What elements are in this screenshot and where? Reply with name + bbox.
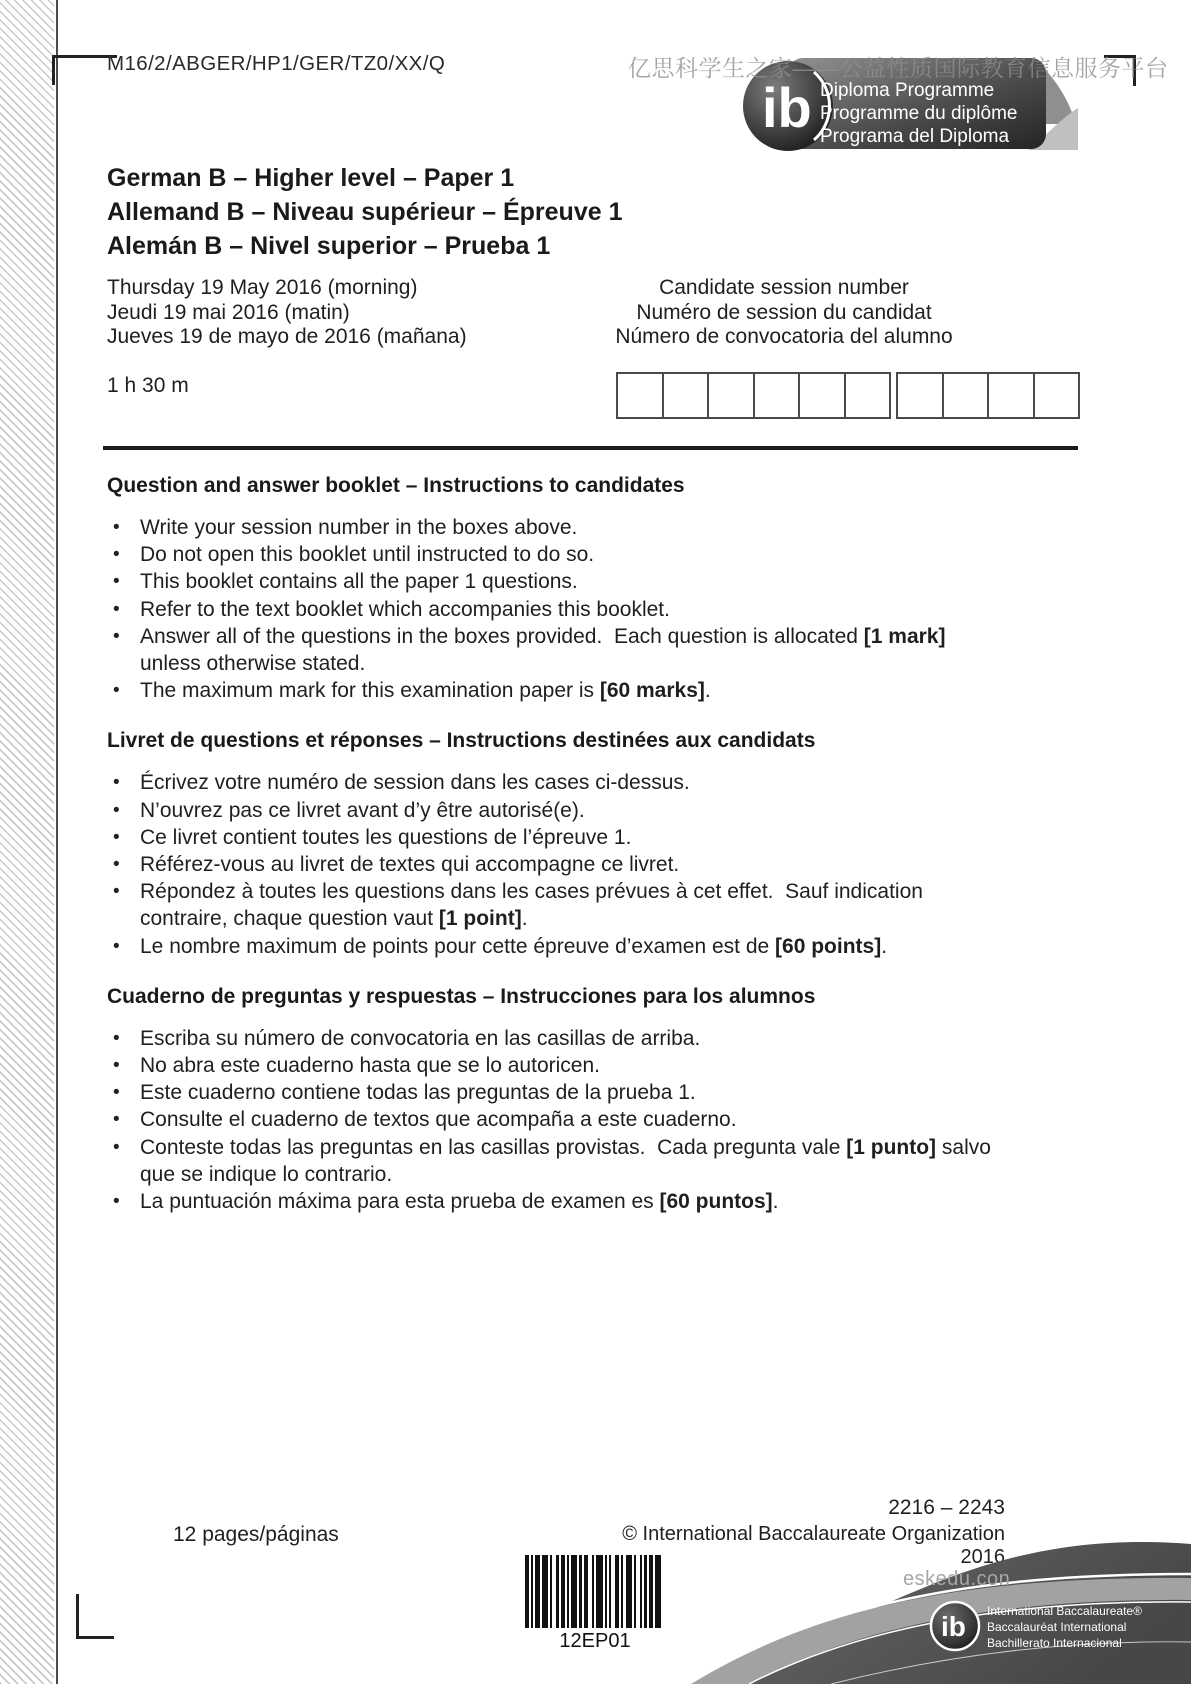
session-digit-box [755, 374, 801, 417]
instruction-bullet [107, 1106, 1012, 1133]
bullet-bold-text: [60 points] [775, 934, 882, 958]
scan-edge-pattern [0, 0, 54, 1684]
paper-title [107, 161, 622, 263]
paper-title-fr: Allemand B – Niveau supérieur – Épreuve 1 [107, 198, 623, 226]
exam-session-code: 2216 – 2243 [888, 1496, 1005, 1519]
instructions-area [107, 474, 1012, 1240]
instruction-bullet [107, 677, 1012, 704]
ib-footer-emblem-letters: ib [941, 1611, 966, 1642]
footer-logo-line-en: International Baccalaureate® [987, 1604, 1142, 1618]
logo-line-fr: Programme du diplôme [820, 103, 1018, 124]
session-digit-box [944, 374, 990, 417]
instruction-bullet [107, 1025, 1012, 1052]
ib-emblem-letters: ib [762, 76, 812, 139]
bullet-text: Escriba su número de convocatoria en las casillas de arriba. [140, 1026, 701, 1050]
instructions-heading-en: Question and answer booklet – Instructions to candidates [107, 474, 685, 497]
paper-title-es: Alemán B – Nivel superior – Prueba 1 [107, 232, 551, 260]
chinese-watermark-text: 亿思科学生之家——公益性质国际教育信息服务平台 [628, 55, 1169, 81]
paper-title-en: German B – Higher level – Paper 1 [107, 164, 515, 192]
copyright-notice: © International Baccalaureate Organization 2016 [622, 1523, 1005, 1568]
session-digit-box [846, 374, 890, 417]
logo-line-en: Diploma Programme [820, 80, 995, 101]
instruction-bullet [107, 797, 1012, 824]
barcode-label: 12EP01 [559, 1630, 631, 1652]
bullet-text: Este cuaderno contiene todas las preguntas de la prueba 1. [140, 1081, 696, 1105]
instruction-bullet [107, 824, 1012, 851]
instructions-list-es [107, 1025, 1012, 1215]
instructions-section-spanish [107, 985, 1012, 1215]
session-box-group-left [616, 372, 891, 419]
session-digit-box [1035, 374, 1079, 417]
instruction-bullet [107, 514, 1012, 541]
instruction-bullet [107, 1079, 1012, 1106]
bullet-text: salvo que se indique lo contrario. [140, 1135, 991, 1186]
bullet-text: Écrivez votre numéro de session dans les cases ci-dessus. [140, 771, 690, 795]
instructions-section-french [107, 729, 1012, 959]
bullet-text: No abra este cuaderno hasta que se lo autoricen. [140, 1054, 600, 1078]
bullet-text: This booklet contains all the paper 1 questions. [140, 570, 578, 594]
instruction-bullet [107, 769, 1012, 796]
ib-footer-swoosh-graphic [691, 1514, 1191, 1684]
session-digit-box [989, 374, 1035, 417]
candidate-session-number-boxes [616, 372, 1080, 419]
ib-footer-swoosh [691, 1514, 1191, 1684]
instruction-bullet [107, 933, 1012, 960]
instruction-bullet [107, 541, 1012, 568]
horizontal-rule [103, 446, 1078, 450]
instructions-list-en [107, 514, 1012, 704]
session-digit-box [618, 374, 664, 417]
bullet-text: Consulte el cuaderno de textos que acompaña a este cuaderno. [140, 1108, 737, 1132]
instructions-list-fr [107, 769, 1012, 959]
session-box-group-right [896, 372, 1080, 419]
bullet-text: Le nombre maximum de points pour cette épreuve d’examen est de [140, 934, 776, 958]
site-watermark-text: eskedu.con [903, 1568, 1011, 1590]
footer-logo-line-es: Bachillerato Internacional [987, 1636, 1122, 1650]
bullet-bold-text: [1 point] [438, 907, 522, 931]
instruction-bullet [107, 1052, 1012, 1079]
instructions-heading-fr: Livret de questions et réponses – Instructions destinées aux candidats [107, 729, 816, 753]
bullet-text: Write your session number in the boxes above. [140, 516, 578, 539]
barcode [525, 1555, 665, 1628]
instruction-bullet [107, 851, 1012, 878]
exam-date-fr: Jeudi 19 mai 2016 (matin) [107, 300, 350, 324]
bullet-text: Do not open this booklet until instructed to do so. [140, 543, 595, 567]
barcode-bar [655, 1555, 661, 1628]
bullet-text: Répondez à toutes les questions dans les cases prévues à cet effet. Sauf indication contraire, chaque question vaut [140, 880, 923, 931]
bullet-text: La puntuación máxima para esta prueba de examen es [140, 1190, 660, 1214]
logo-line-es: Programa del Diploma [820, 126, 1010, 147]
session-digit-box [898, 374, 944, 417]
session-digit-box [709, 374, 755, 417]
scan-edge-line [56, 0, 58, 1684]
crop-mark-bottom-left [76, 1594, 114, 1639]
bullet-text: . [881, 934, 888, 958]
bullet-bold-text: [1 punto] [846, 1135, 937, 1159]
session-digit-box [800, 374, 846, 417]
session-number-labels [598, 276, 970, 350]
bullet-bold-text: [60 puntos] [659, 1190, 773, 1214]
instruction-bullet [107, 1188, 1012, 1215]
session-label-en: Candidate session number [659, 276, 909, 299]
instruction-bullet [107, 878, 1012, 932]
bullet-text: Refer to the text booklet which accompanies this booklet. [140, 597, 670, 621]
bullet-bold-text: [60 marks] [599, 679, 705, 703]
instruction-bullet [107, 568, 1012, 595]
bullet-text: Ce livret contient toutes les questions de l’épreuve 1. [140, 825, 632, 849]
bullet-text: Answer all of the questions in the boxes provided. Each question is allocated [140, 624, 864, 648]
bullet-text: The maximum mark for this examination paper is [140, 679, 600, 703]
bullet-text: . [704, 679, 711, 703]
bullet-text: . [521, 907, 528, 931]
instruction-bullet [107, 596, 1012, 623]
exam-date-en: Thursday 19 May 2016 (morning) [107, 276, 418, 299]
bullet-text: N’ouvrez pas ce livret avant d’y être autorisé(e). [140, 798, 585, 822]
instructions-section-english [107, 474, 1012, 704]
session-digit-box [664, 374, 710, 417]
bullet-text: Conteste todas las preguntas en las casillas provistas. Cada pregunta vale [140, 1135, 847, 1159]
bullet-bold-text: [1 mark] [863, 624, 946, 648]
exam-date-es: Jueves 19 de mayo de 2016 (mañana) [107, 325, 467, 349]
session-label-fr: Numéro de session du candidat [636, 300, 932, 324]
instruction-bullet [107, 623, 1012, 677]
session-label-es: Número de convocatoria del alumno [615, 325, 953, 349]
bullet-text: unless otherwise stated. [140, 652, 366, 676]
exam-date-block [107, 276, 467, 350]
bullet-text: Référez-vous au livret de textes qui accompagne ce livret. [140, 853, 680, 877]
instruction-bullet [107, 1134, 1012, 1188]
footer-logo-line-fr: Baccalauréat International [987, 1620, 1127, 1634]
paper-reference-code: M16/2/ABGER/HP1/GER/TZ0/XX/Q [107, 52, 446, 75]
page-count-label: 12 pages/páginas [173, 1523, 339, 1546]
exam-duration: 1 h 30 m [107, 374, 189, 397]
bullet-text: . [772, 1190, 779, 1214]
instructions-heading-es: Cuaderno de preguntas y respuestas – Instrucciones para los alumnos [107, 984, 816, 1008]
